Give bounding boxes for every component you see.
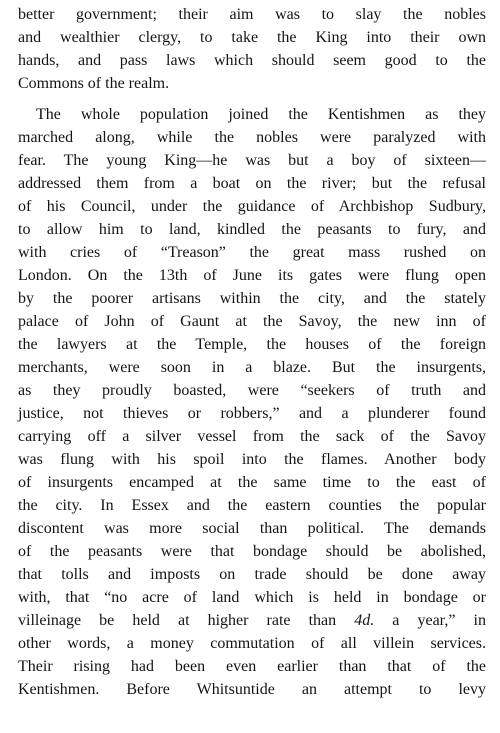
text-line: the city. In Essex and the eastern counties the popular — [18, 497, 486, 514]
text-line: of the peasants were that bondage should be abolished, — [18, 543, 486, 560]
text-line: other words, a money commutation of all villein services. — [18, 635, 486, 652]
text-line: villeinage be held at higher rate than 4d. a year,” in — [18, 612, 486, 629]
text-line: and wealthier clergy, to take the King into their own — [18, 29, 486, 46]
text-line: with cries of “Treason” the great mass rushed on — [18, 244, 486, 261]
text-line: merchants, were soon in a blaze. But the insurgents, — [18, 359, 486, 376]
text-line: palace of John of Gaunt at the Savoy, the new inn of — [18, 313, 486, 330]
text-line: addressed them from a boat on the river; but the refusal — [18, 175, 486, 192]
text-line: London. On the 13th of June its gates were flung open — [18, 267, 486, 284]
text-line: by the poorer artisans within the city, and the stately — [18, 290, 486, 307]
text-line: of his Council, under the guidance of Archbishop Sudbury, — [18, 198, 486, 215]
text-line: better government; their aim was to slay the nobles — [18, 6, 486, 23]
text-line: with, that “no acre of land which is held in bondage or — [18, 589, 486, 606]
text-line: Kentishmen. Before Whitsuntide an attempt to levy — [18, 681, 486, 698]
text-line: the lawyers at the Temple, the houses of the foreign — [18, 336, 486, 353]
text-line: marched along, while the nobles were paralyzed with — [18, 129, 486, 146]
text-line: discontent was more social than political. The demands — [18, 520, 486, 537]
text-line: hands, and pass laws which should seem good to the — [18, 52, 486, 69]
text-line: that tolls and imposts on trade should be done away — [18, 566, 486, 583]
text-line: of insurgents encamped at the same time to the east of — [18, 474, 486, 491]
text-line: The whole population joined the Kentishmen as they — [36, 106, 486, 123]
text-line: to allow him to land, kindled the peasants to fury, and — [18, 221, 486, 238]
text-line: as they proudly boasted, were “seekers of truth and — [18, 382, 486, 399]
text-line: justice, not thieves or robbers,” and a plunderer found — [18, 405, 486, 422]
text-line: carrying off a silver vessel from the sack of the Savoy — [18, 428, 486, 445]
text-line: Their rising had been even earlier than that of the — [18, 658, 486, 675]
text-line: Commons of the realm. — [18, 75, 170, 92]
text-line: fear. The young King—he was but a boy of sixteen— — [18, 152, 486, 169]
text-line: was flung with his spoil into the flames. Another body — [18, 451, 486, 468]
